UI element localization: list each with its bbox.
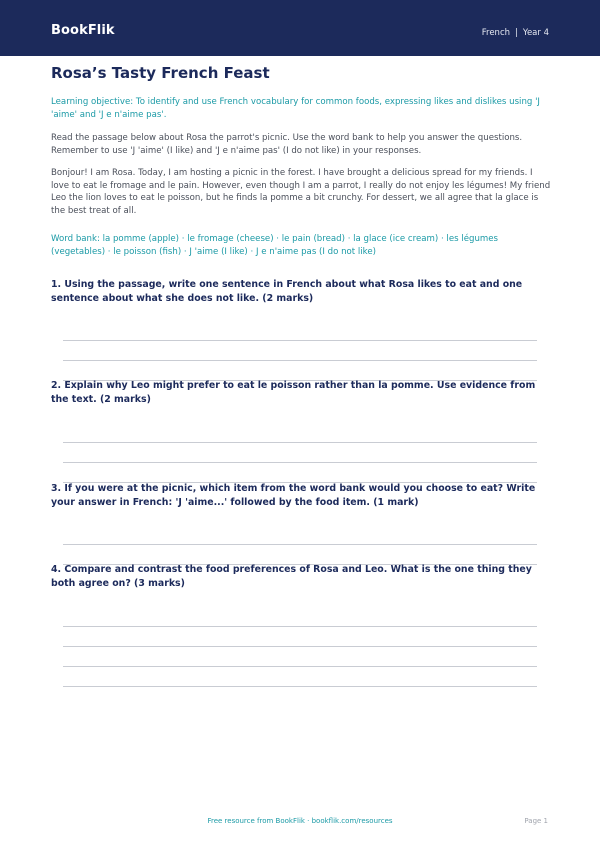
question-3: 3. If you were at the picnic, which item from the word bank would you choose to eat? Write your answer in French: 'J 'aime...' followed by the food item. (1 mark) bbox=[51, 483, 536, 508]
answer-line[interactable] bbox=[63, 666, 537, 667]
instructions: Read the passage below about Rosa the parrot's picnic. Use the word bank to help you answer the questions. Remember to use 'J 'aime' (I like) and 'J e n'aime pas' (I do not like) in your responses. bbox=[51, 133, 523, 156]
answer-line[interactable] bbox=[63, 360, 537, 361]
year-label: Year 4 bbox=[522, 28, 549, 38]
page-number: Page 1 bbox=[524, 817, 548, 825]
question-4: 4. Compare and contrast the food preferences of Rosa and Leo. What is the one thing they both agree on? (3 marks) bbox=[51, 564, 532, 589]
answer-line[interactable] bbox=[63, 462, 537, 463]
header-bar bbox=[0, 0, 600, 56]
header-meta bbox=[482, 28, 549, 38]
question-2: 2. Explain why Leo might prefer to eat le poisson rather than la pomme. Use evidence from the text. (2 marks) bbox=[51, 380, 536, 405]
answer-line[interactable] bbox=[63, 686, 537, 687]
question-1: 1. Using the passage, write one sentence in French about what Rosa likes to eat and one sentence about what she does not like. (2 marks) bbox=[51, 279, 523, 304]
word-bank: Word bank: la pomme (apple) · le fromage (cheese) · le pain (bread) · la glace (ice cream) · les légumes (vegetables) · le poisson (fish) · J 'aime (I like) · J e n'aime pas (I do not like) bbox=[51, 234, 499, 257]
reading-passage: Bonjour! I am Rosa. Today, I am hosting a picnic in the forest. I have brought a delicious spread for my friends. I love to eat le fromage and le pain. However, even though I am a parrot, I really do not enjoy les légumes! My friend Leo the lion loves to eat le poisson, but he finds la pomme a bit crunchy. For dessert, we all agree that la glace is the best treat of all. bbox=[51, 168, 551, 216]
answer-line[interactable] bbox=[63, 646, 537, 647]
page-title: Rosa’s Tasty French Feast bbox=[51, 64, 270, 82]
brand-logo[interactable]: BookFlik bbox=[51, 23, 115, 38]
answer-line[interactable] bbox=[63, 340, 537, 341]
answer-line[interactable] bbox=[63, 442, 537, 443]
header-separator: | bbox=[515, 28, 518, 38]
answer-line[interactable] bbox=[63, 626, 537, 627]
learning-objective: Learning objective: To identify and use French vocabulary for common foods, expressing likes and dislikes using 'J 'aime' and 'J e n'aime pas'. bbox=[51, 97, 540, 120]
answer-line[interactable] bbox=[63, 544, 537, 545]
subject-label: French bbox=[481, 28, 511, 38]
footer-resource-link[interactable]: Free resource from BookFlik · bookflik.com/resources bbox=[207, 817, 393, 825]
